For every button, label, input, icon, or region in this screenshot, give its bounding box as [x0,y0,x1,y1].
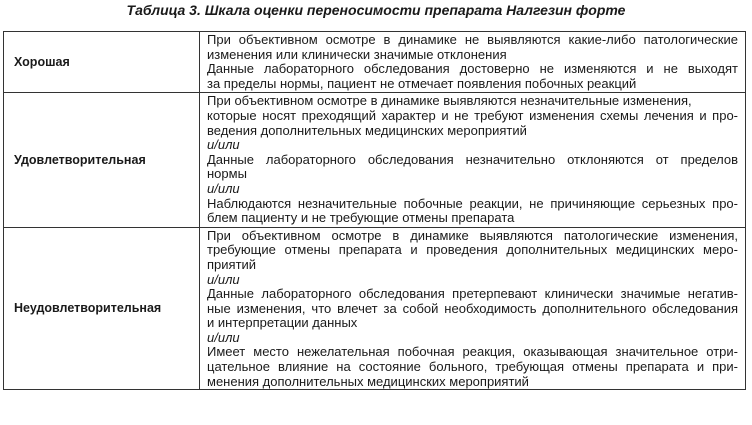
description-line: менения дополнительных медицинских мероприятий [207,374,529,389]
description-line: и/или [207,181,240,196]
description-line: Данные лабораторного обследования незначительно отклоняются от пределов [207,152,738,167]
description-line: Данные лабораторного обследования достоверно не изменяются и не выходят [207,62,738,77]
description-line: ведения дополнительных медицинских мероприятий [207,123,527,138]
description-line: за пределы нормы, пациент не отмечает появления побочных реакций [207,76,637,91]
description-line: и/или [207,138,240,153]
description-line: Имеет место нежелательная побочная реакция, оказывающая значительное отри- [207,345,738,360]
description-cell-good [200,32,746,93]
table-row [4,93,746,227]
description-cell-unsatisfactory [200,227,746,390]
description-line: приятий [207,257,257,272]
description-line: требующие отмены препарата и проведения дополнительных медицинских меро- [207,243,738,258]
description-line: При объективном осмотре в динамике выявляются патологические изменения, [207,228,738,243]
description-line: При объективном осмотре в динамике выявляются незначительные изменения, [207,94,692,109]
description-line: блем пациенту и не требующие отмены препарата [207,211,515,226]
description-line: которые носят преходящий характер и не требуют изменения схемы лечения и про- [207,108,738,123]
description-line: нормы [207,167,247,182]
table-row [4,32,746,93]
table-row [4,227,746,390]
description-line: ные изменения, что влечет за собой необходимость дополнительного обследования [207,301,738,316]
description-line: Данные лабораторного обследования претерпевают клинически значимые негатив- [207,287,738,302]
grade-cell-unsatisfactory: Неудовлетворительная [4,227,200,390]
description-line: Наблюдаются незначительные побочные реакции, не причиняющие серьезных про- [207,196,738,211]
grade-cell-good: Хорошая [4,32,200,93]
description-line: изменения или клинически значимые отклонения [207,47,507,62]
table-caption: Таблица 3. Шкала оценки переносимости препарата Налгезин форте [126,2,626,18]
description-line: и/или [207,330,240,345]
description-line: цательное влияние на состояние больного, требующая отмены препарата и при- [207,360,738,375]
description-line: и интерпретации данных [207,316,358,331]
tolerance-scale-table [3,31,746,390]
description-line: и/или [207,272,240,287]
description-line: При объективном осмотре в динамике не выявляются какие-либо патологические [207,33,738,47]
description-cell-satisfactory [200,93,746,227]
grade-cell-satisfactory: Удовлетворительная [4,93,200,227]
